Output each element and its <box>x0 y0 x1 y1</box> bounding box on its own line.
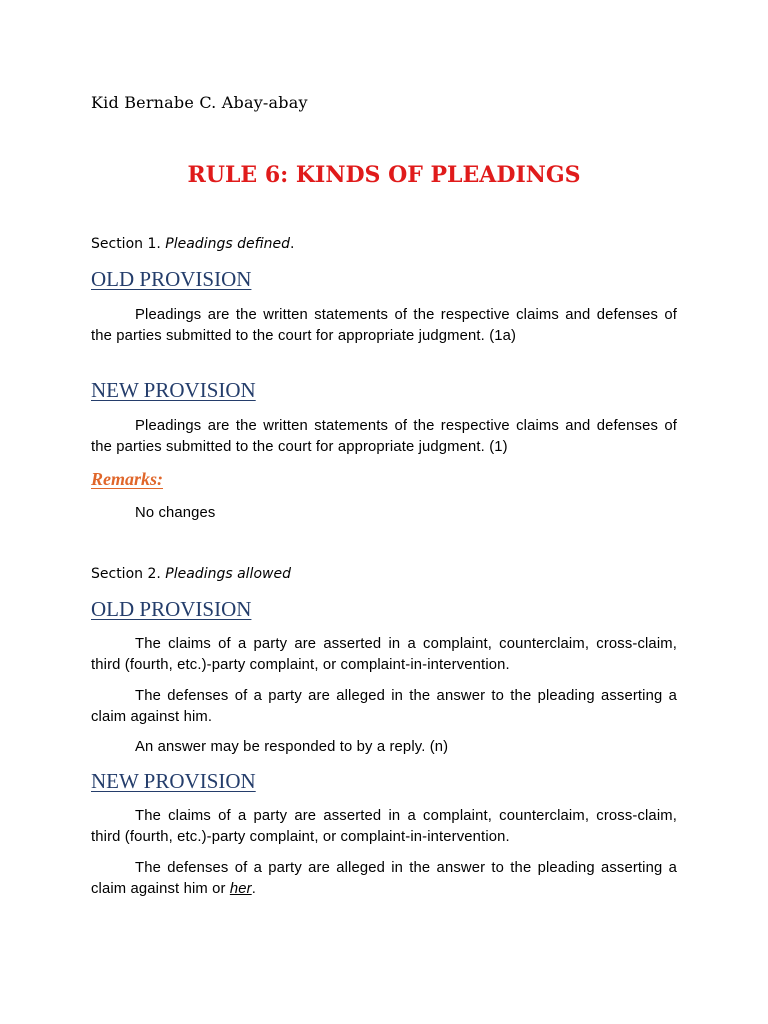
section-2-old-provision-paragraph-2: The defenses of a party are alleged in the answer to the pleading asserting a claim against him. <box>91 688 677 725</box>
section-1-old-provision-heading: OLD PROVISION <box>91 267 252 291</box>
author-name: Kid Bernabe C. Abay-abay <box>91 93 308 112</box>
section-2-name: Pleadings allowed <box>165 566 291 582</box>
section-1-name-suffix: . <box>290 236 295 252</box>
section-2-title <box>91 566 291 582</box>
section-2-new-provision-paragraph-2 <box>91 858 677 899</box>
section-2-new-paragraph-2-emphasis: her <box>229 880 252 897</box>
section-1-remarks-text: No changes <box>135 505 216 521</box>
section-1-new-provision-heading: NEW PROVISION <box>91 378 256 402</box>
section-2-number: Section 2. <box>91 566 161 582</box>
rule-title: RULE 6: KINDS OF PLEADINGS <box>187 162 581 188</box>
section-2-old-provision-paragraph-3: An answer may be responded to by a reply. (n) <box>135 739 449 755</box>
section-1-old-provision-text: Pleadings are the written statements of the respective claims and defenses of the parties submitted to the court for appropriate judgment. (1a) <box>91 307 677 344</box>
section-2-new-paragraph-2-suffix: . <box>251 880 256 897</box>
section-2-old-provision-paragraph-1: The claims of a party are asserted in a complaint, counterclaim, cross-claim, third (fourth, etc.)-party complaint, or complaint-in-intervention. <box>91 636 677 673</box>
section-2-new-provision-heading: NEW PROVISION <box>91 769 256 793</box>
section-1-number: Section 1. <box>91 236 161 252</box>
section-1-remarks-heading: Remarks: <box>91 469 163 489</box>
section-2-old-provision-heading: OLD PROVISION <box>91 597 252 621</box>
section-1-new-provision-text: Pleadings are the written statements of the respective claims and defenses of the parties submitted to the court for appropriate judgment. (1) <box>91 418 677 455</box>
section-1-name: Pleadings defined <box>165 236 291 252</box>
section-2-new-provision-paragraph-1: The claims of a party are asserted in a complaint, counterclaim, cross-claim, third (fourth, etc.)-party complaint, or complaint-in-intervention. <box>91 808 677 845</box>
section-2-new-paragraph-2-prefix: The defenses of a party are alleged in the answer to the pleading asserting a claim against him or <box>91 860 677 897</box>
section-1-title <box>91 236 294 252</box>
